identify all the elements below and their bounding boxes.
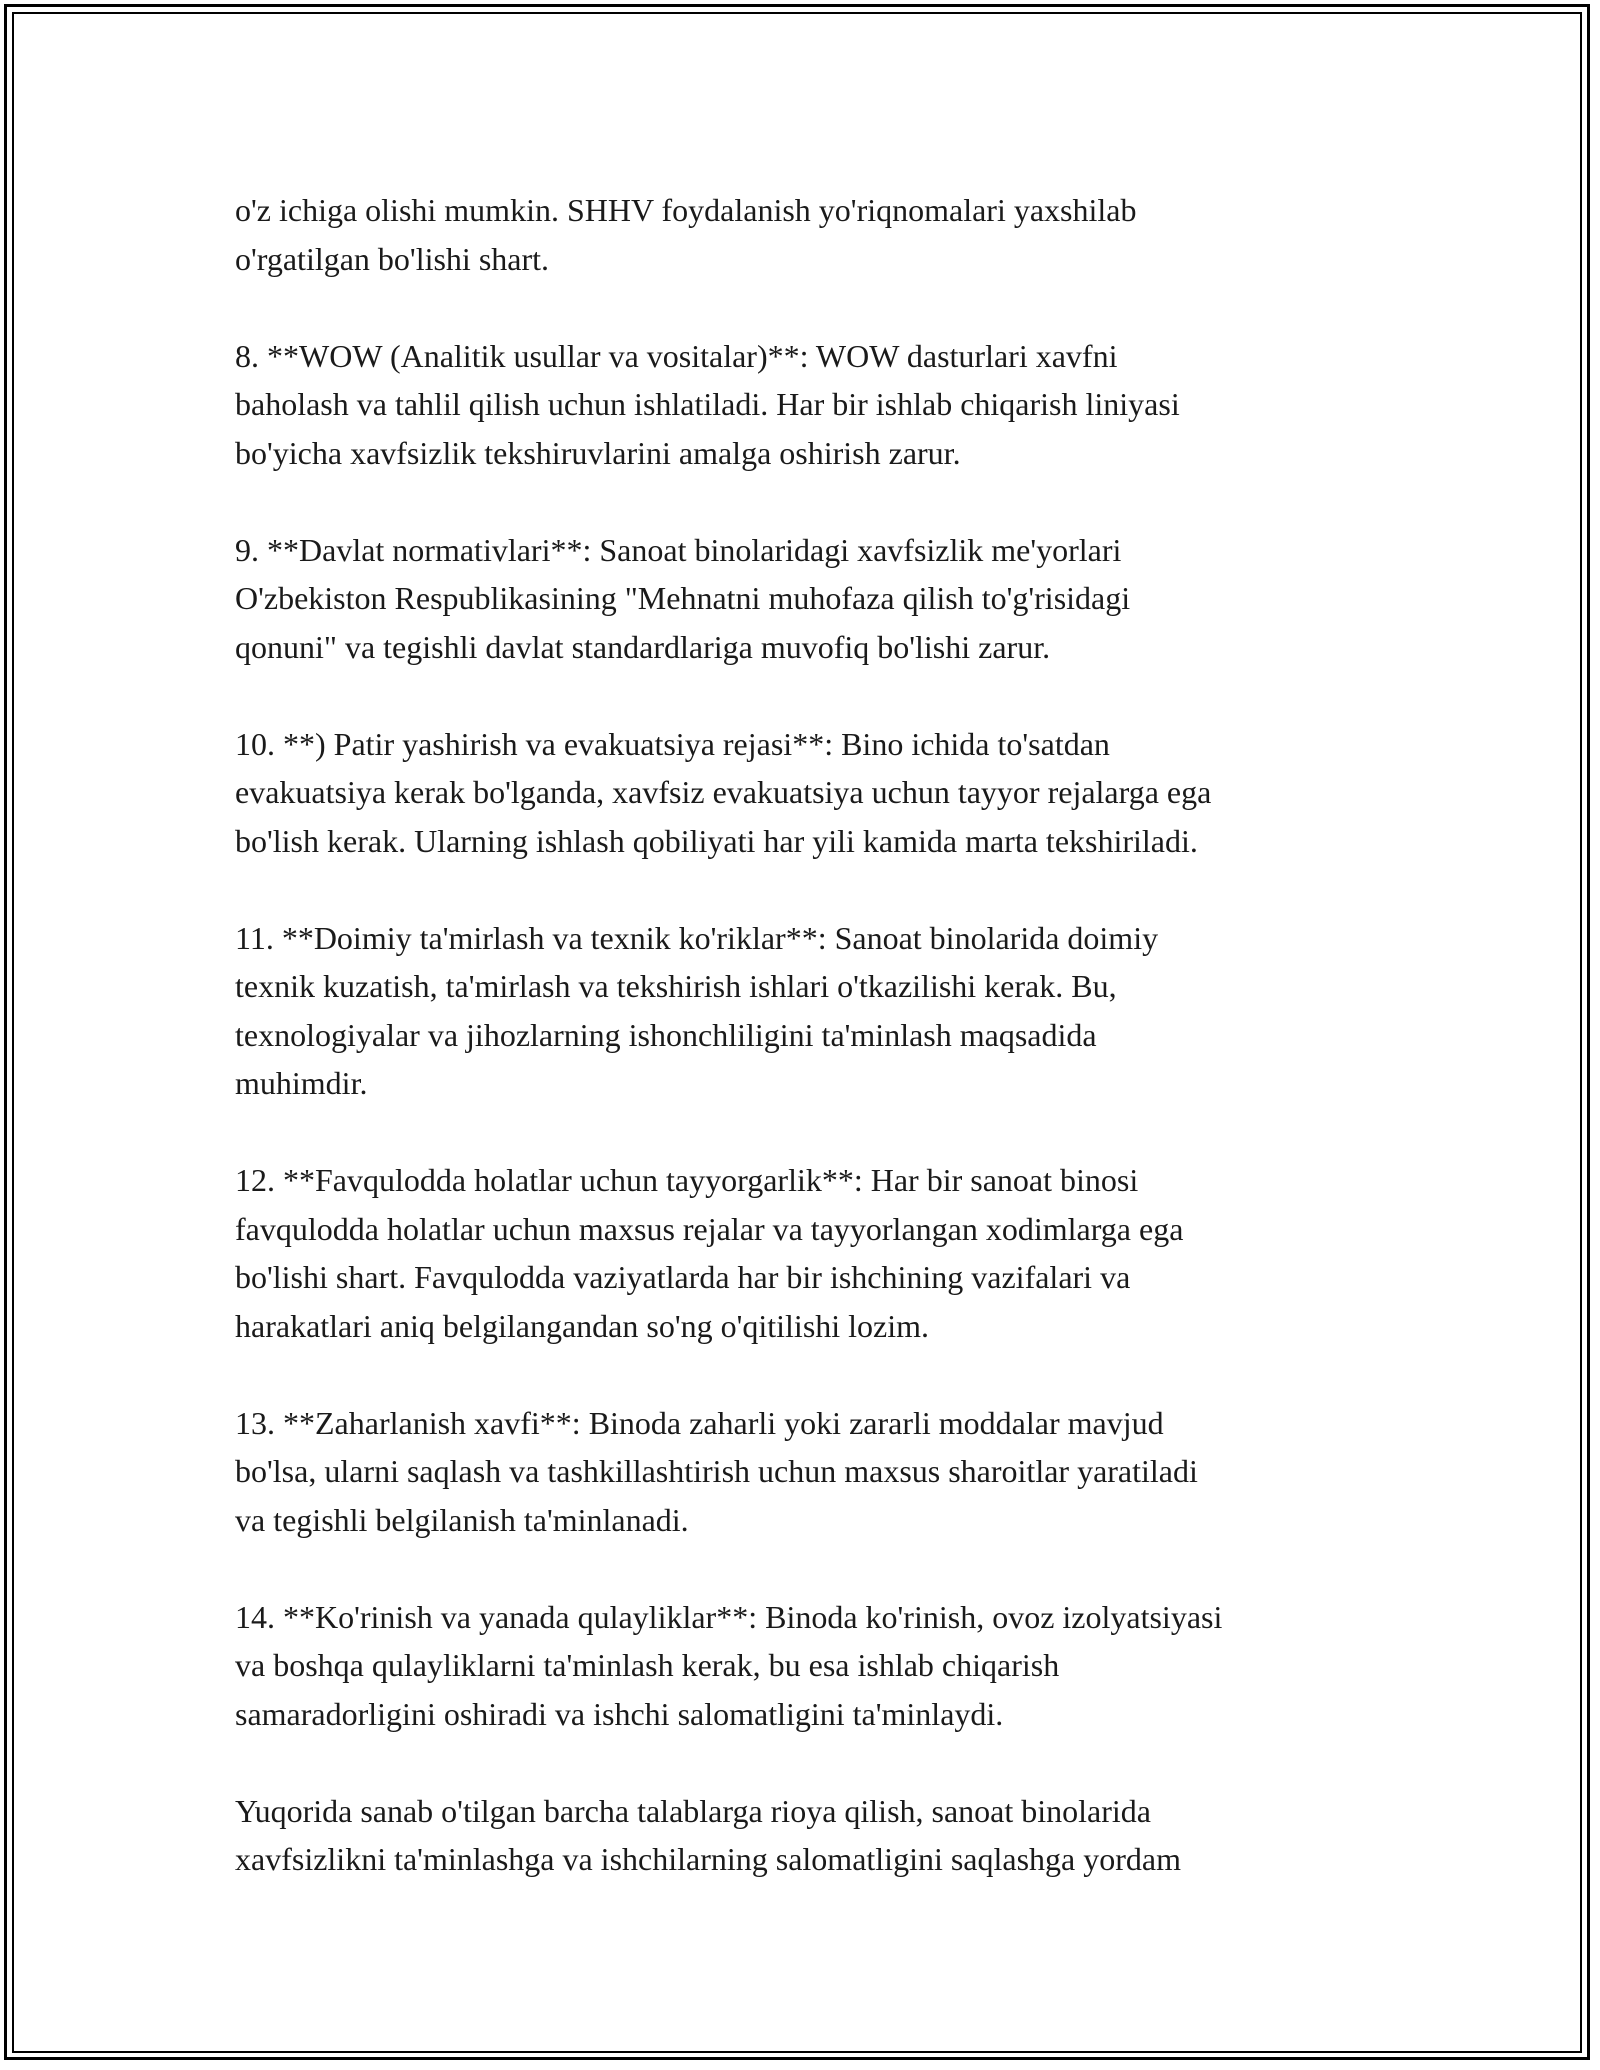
paragraph-conclusion: Yuqorida sanab o'tilgan barcha talablarga rioya qilish, sanoat binolarida xavfsizlikni ta'minlashga va ishchilarning salomatligini saqlashga yordam — [235, 1792, 1181, 1877]
paragraph-item-12: 12. **Favqulodda holatlar uchun tayyorgarlik**: Har bir sanoat binosi favqulodda holatlar uchun maxsus rejalar va tayyorlangan xodimlarga ega bo'lishi shart. Favqulodda vaziyatlarda har bir ishchining vazifalari va harakatlari aniq belgilangandan so'ng o'qitilishi lozim. — [235, 1162, 1184, 1344]
paragraph-item-14: 14. **Ko'rinish va yanada qulayliklar**: Binoda ko'rinish, ovoz izolyatsiyasi va boshqa qulayliklarni ta'minlash kerak, bu esa ishlab chiqarish samaradorligini oshiradi va ishchi salomatligini ta'minlaydi. — [235, 1598, 1223, 1732]
paragraph-continuation: o'z ichiga olishi mumkin. SHHV foydalanish yo'riqnomalari yaxshilab o'rgatilgan bo'lishi shart. — [235, 192, 1137, 277]
paragraph-item-8: 8. **WOW (Analitik usullar va vositalar)**: WOW dasturlari xavfni baholash va tahlil qilish uchun ishlatiladi. Har bir ishlab chiqarish liniyasi bo'yicha xavfsizlik tekshiruvlarini amalga oshirish zarur. — [235, 337, 1180, 471]
paragraph-item-11: 11. **Doimiy ta'mirlash va texnik ko'riklar**: Sanoat binolarida doimiy texnik kuzatish, ta'mirlash va tekshirish ishlari o'tkazilishi kerak. Bu, texnologiyalar va jihozlarning ishonchliligini ta'minlash maqsadida muhimdir. — [235, 919, 1159, 1101]
paragraph-item-13: 13. **Zaharlanish xavfi**: Binoda zaharli yoki zararli moddalar mavjud bo'lsa, ularni saqlash va tashkillashtirish uchun maxsus sharoitlar yaratiladi va tegishli belgilanish ta'minlanadi. — [235, 1404, 1198, 1538]
paragraph-item-10: 10. **) Patir yashirish va evakuatsiya rejasi**: Bino ichida to'satdan evakuatsiya kerak bo'lganda, xavfsiz evakuatsiya uchun tayyor rejalarga ega bo'lish kerak. Ularning ishlash qobiliyati har yili kamida marta tekshiriladi. — [235, 725, 1212, 859]
document-body — [235, 186, 1385, 1884]
paragraph-item-9: 9. **Davlat normativlari**: Sanoat binolaridagi xavfsizlik me'yorlari O'zbekiston Respublikasining "Mehnatni muhofaza qilish to'g'risidagi qonuni" va tegishli davlat standardlariga muvofiq bo'lishi zarur. — [235, 531, 1131, 665]
